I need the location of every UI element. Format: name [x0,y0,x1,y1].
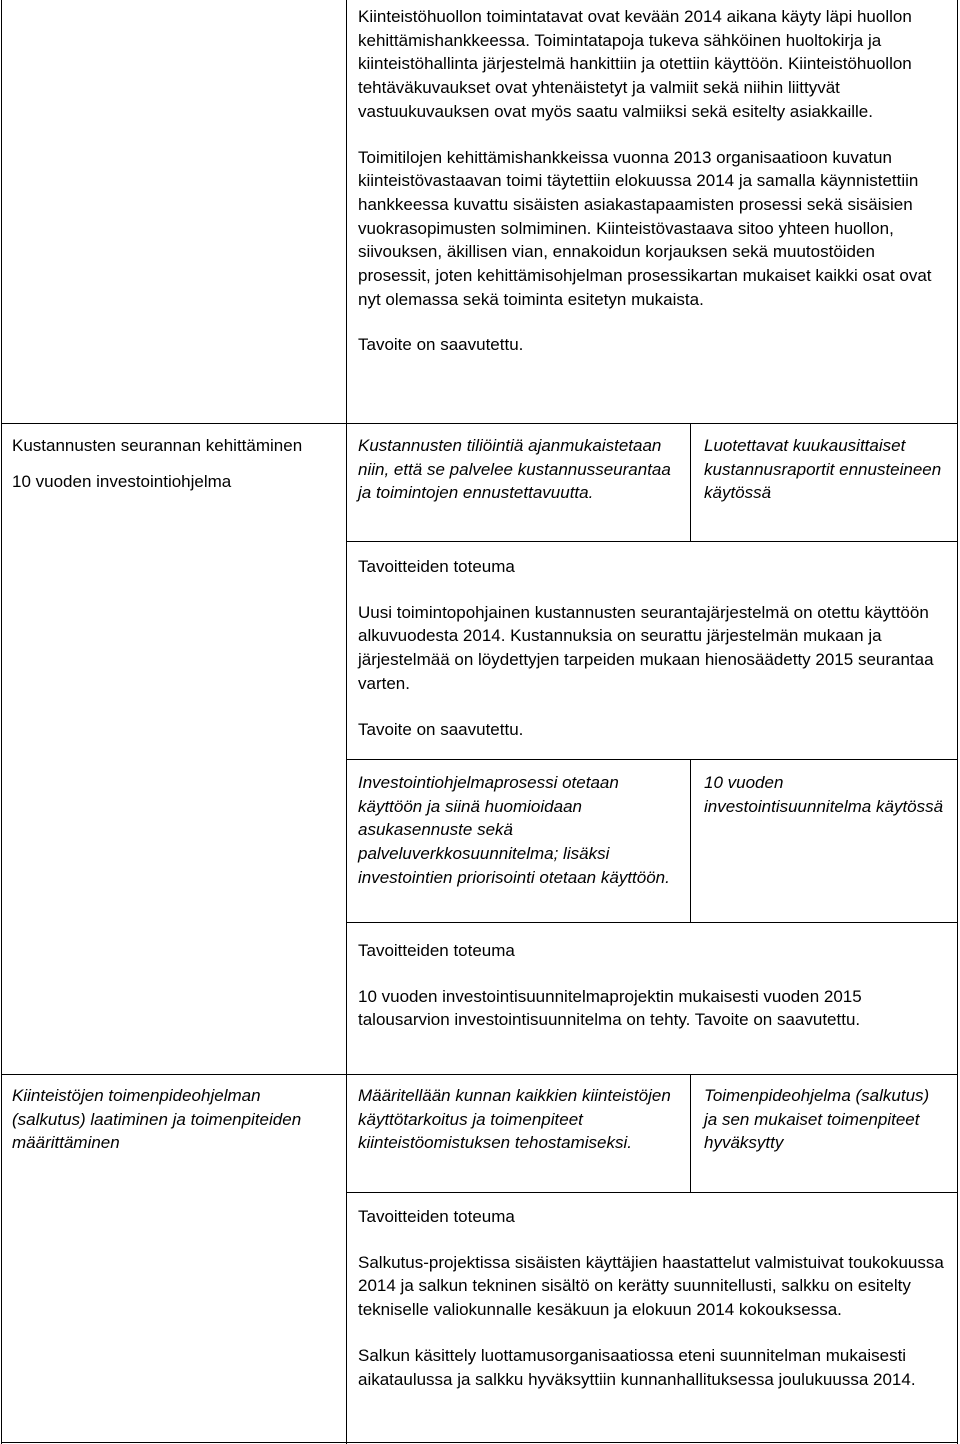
section-4-action-text: Määritellään kunnan kaikkien kiinteistöjen käyttötarkoitus ja toimenpiteet kiinteistöomistuksen tehostamiseksi. [358,1086,671,1153]
section-4-indicator-cell [704,1084,944,1155]
section-4-outcome-cell [358,1205,950,1391]
section-2-goal-title: Kustannusten seurannan kehittäminen [12,436,303,455]
section-4-action-cell [358,1084,678,1155]
section-1-paragraph-2: Toimitilojen kehittämishankkeissa vuonna 2013 organisaatioon kuvatun kiinteistövastaavan toimi täytettiin elokuussa 2014 ja samalla käynnistettiin hankkeessa kuvattu sisäisten asiakastapaamisten prosessi sekä sisäisien vuokrasopimusten solmiminen. Kiinteistövastaava sitoo yhteen huollon, siivouksen, äkillisen vian, ennakoidun korjauksen sekä muutostöiden prosessit, joten kehittämisohjelman prosessikartan mukaiset kaikki osat ovat nyt olemassa sekä toiminta esitetyn mukaista. [358,147,932,309]
table-row-divider [1,423,958,424]
section-3-outcome-text: 10 vuoden investointisuunnitelmaprojektin mukaisesti vuoden 2015 talousarvion investointisuunnitelma on tehty. Tavoite on saavutettu. [358,986,862,1030]
table-border-bottom [1,1442,958,1443]
table-border-right [957,0,958,1444]
table-border-left [1,0,2,1444]
section-2-outcome-text: Uusi toimintopohjainen kustannusten seurantajärjestelmä on otettu käyttöön alkuvuodesta 2014. Kustannuksia on seurattu järjestelmän mukaan ja järjestelmää on löydettyjen tarpeiden mukaan hienosäädetty 2015 seurantaa varten. [358,602,934,693]
section-2-goal-subtitle: 10 vuoden investointiohjelma [12,471,232,491]
section-1-paragraph-1: Kiinteistöhuollon toimintatavat ovat kevään 2014 aikana käyty läpi huollon kehittämishankkeessa. Toimintatapoja tukeva sähköinen huoltokirja ja kiinteistöhallinta järjestelmä hankittiin ja otettiin käyttöön. Kiinteistöhuollon tehtäväkuvaukset ovat yhtenäistetyt ja valmiit sekä niihin liittyvät vastuukuvauksen ovat myös saatu valmiiksi sekä esitelty asiakkaille. [358,7,912,121]
section-2-action-text: Kustannusten tiliöintiä ajanmukaistetaan niin, että se palvelee kustannusseurantaa ja toimintojen ennustettavuutta. [358,436,671,503]
table-column-divider [346,0,347,1444]
section-2-indicator-cell [704,434,944,505]
table-cell-divider [690,1075,691,1193]
section-3-indicator-cell [704,771,944,818]
table-row-divider [1,1074,958,1075]
table-row-divider [346,541,958,542]
section-3-action-cell [358,771,678,890]
table-row-divider [346,922,958,923]
table-cell-divider [690,760,691,923]
section-1-outcome-cell [358,5,950,357]
table-row-divider [346,1192,958,1193]
section-2-indicator-text: Luotettavat kuukausittaiset kustannusraportit ennusteineen käytössä [704,436,942,503]
section-3-outcome-heading: Tavoitteiden toteuma [358,941,515,960]
section-4-indicator-text: Toimenpideohjelma (salkutus) ja sen mukaiset toimenpiteet hyväksytty [704,1086,930,1153]
section-3-outcome-cell [358,939,950,1032]
section-4-goal-text: Kiinteistöjen toimenpideohjelman (salkutus) laatiminen ja toimenpiteiden määrittäminen [12,1086,302,1153]
section-2-outcome-cell [358,555,950,741]
table-cell-divider [690,424,691,542]
section-3-action-text: Investointiohjelmaprosessi otetaan käyttöön ja siinä huomioidaan asukasennuste sekä palveluverkkosuunnitelma; lisäksi investointien priorisointi otetaan käyttöön. [358,773,670,887]
table-row-divider [346,759,958,760]
section-4-goal-cell [12,1084,337,1155]
section-2-status: Tavoite on saavutettu. [358,719,524,739]
section-3-indicator-text: 10 vuoden investointisuunnitelma käytössä [704,773,944,816]
section-2-outcome-heading: Tavoitteiden toteuma [358,557,515,576]
section-2-action-cell [358,434,678,505]
section-2-goal-cell [12,434,337,493]
section-4-outcome-heading: Tavoitteiden toteuma [358,1207,515,1226]
section-4-outcome-text-2: Salkun käsittely luottamusorganisaatiossa eteni suunnitelman mukaisesti aikataulussa ja salkku hyväksyttiin kunnanhallituksessa joulukuussa 2014. [358,1345,916,1389]
section-4-outcome-text-1: Salkutus-projektissa sisäisten käyttäjien haastattelut valmistuivat toukokuussa 2014 ja salkun tekninen sisältö on kerätty suunnitellusti, salkku on esitelty tekniselle valiokunnalle kesäkuun ja elokuun 2014 kokouksessa. [358,1252,944,1320]
section-1-status: Tavoite on saavutettu. [358,335,524,355]
